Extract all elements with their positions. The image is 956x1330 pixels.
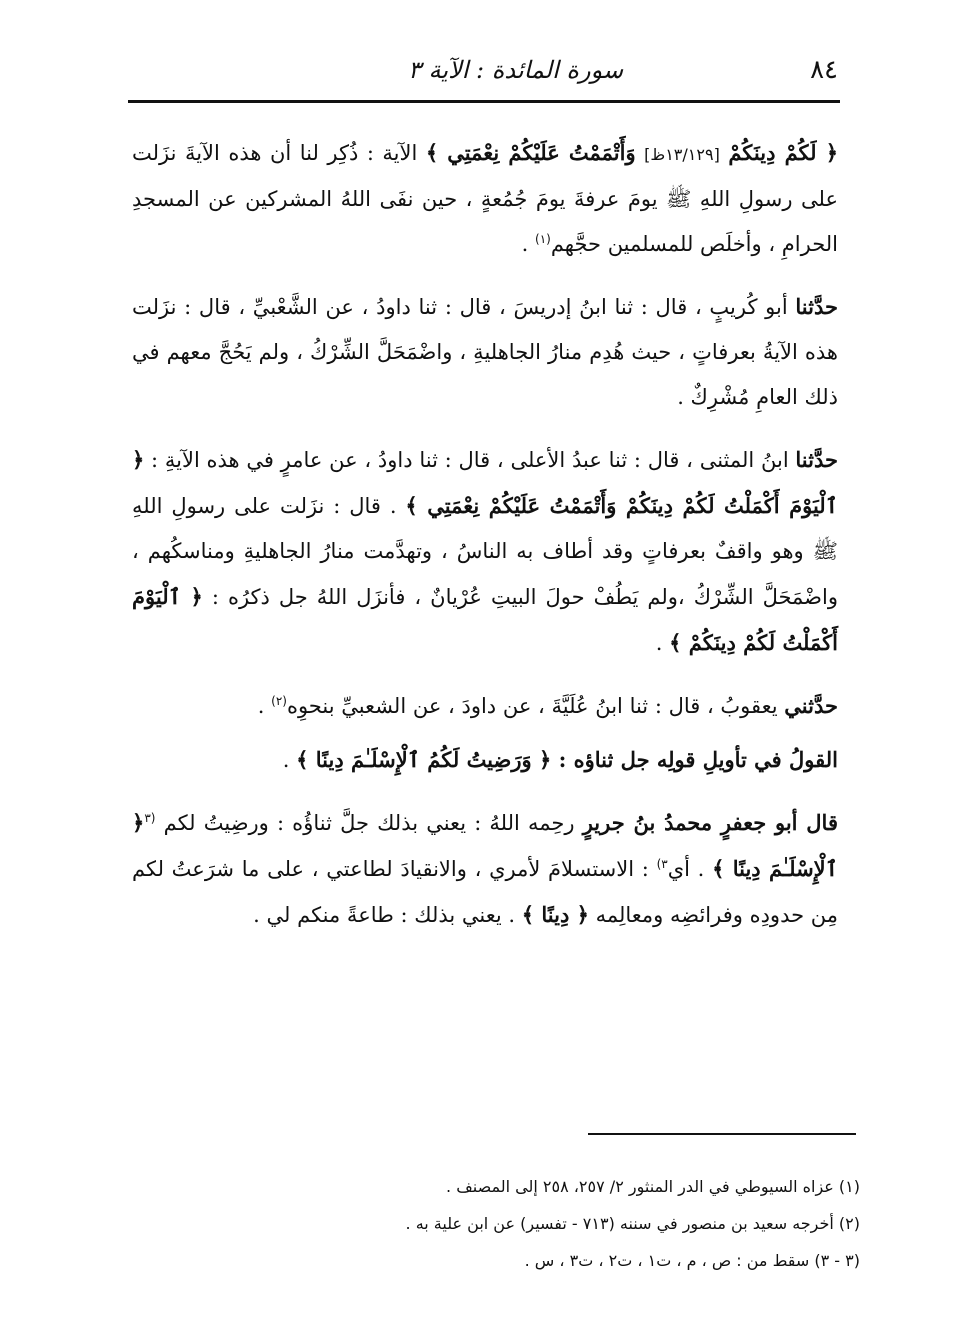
footnote-marker: (٢) [271, 694, 287, 708]
quran-quote: ﴿ ٱلْيَوْمَ أَكْمَلْتُ لَكُمْ دِينَكُمْ وَأَتْمَمْتُ عَلَيْكُمْ نِعْمَتِي ﴾ [132, 447, 838, 518]
paragraph-5 [132, 737, 838, 783]
paragraph-text: : الاستسلامَ لأمري ، والانقيادَ لطاعتي ، على ما شرَعتُ لكم مِن حدودِه وفرائضِه ومعالِمه [132, 857, 838, 927]
paragraph-text: يعقوبُ ، قال : ثنا ابنُ عُلَيَّةَ ، عن داودَ ، عن الشعبيِّ بنحوِه [286, 694, 785, 718]
paragraph-text: . قال : نزَلت على رسولِ اللهِ ﷺ وهو واقفٌ بعرفاتٍ وقد أطاف به الناسُ ، وتهدَّمت منارُ الجاهليةِ ومناسكُهم ، واضْمَحَلَّ الشِّرْكُ ،ولم يَطُفْ حولَ البيتِ عُرْيانٌ ، فأنزَل اللهُ جل ذكرُه : [132, 494, 838, 609]
quran-quote: وَأَتْمَمْتُ عَلَيْكُمْ نِعْمَتِي ﴾ [425, 140, 636, 165]
paragraph-text: الآية : ذُكِر لنا أن هذه الآيةَ نزَلت على رسولِ اللهِ ﷺ يومَ عرفةَ يومَ جُمُعةٍ ، حين نفَى اللهُ المشركين عن المسجدِ الحرامِ ، وأخلَص للمسلمين حجَّهم [132, 141, 838, 256]
footnotes [140, 1168, 860, 1279]
footnote-marker: ٣) [656, 857, 668, 871]
paragraph-end: . [655, 631, 670, 655]
footnote-rule [588, 1133, 856, 1135]
manuscript-reference: [١٣/١٢٩ظ] [644, 145, 720, 164]
quran-quote: ﴿ وَرَضِيتُ لَكُمُ ٱلْإِسْلَـٰمَ دِينًا ﴾ [296, 747, 552, 772]
header-rule [128, 100, 840, 103]
page-number: ٨٤ [810, 55, 838, 85]
paragraph-text: ابنُ المثنى ، قال : ثنا عبدُ الأعلى ، قال : ثنا داودُ ، عن عامرٍ في هذه الآيةِ : [144, 448, 796, 472]
page-header [128, 50, 838, 90]
author-lead: قال أبو جعفرٍ محمدُ بنُ جريرٍ [582, 810, 838, 835]
footnote-3: (٣ - ٣) سقط من : ص ، م ، ت١ ، ت٢ ، ت٣ ، س . [524, 1251, 860, 1270]
paragraph-2 [132, 284, 838, 420]
footnote-marker: (٣ [144, 811, 156, 825]
quran-quote: ﴿ ٱلْيَوْمَ أَكْمَلْتُ لَكُمْ دِينَكُمْ ﴾ [132, 584, 838, 655]
paragraph-1 [132, 130, 838, 267]
section-heading: القولُ في تأويلِ قولِه جل ثناؤه : [551, 747, 838, 772]
paragraph-text: . يعني بذلك : طاعةً منكم لي . [253, 903, 522, 927]
footnote-2: (٢) أخرجه سعيد بن منصور في سننه (٧١٣ - تفسير) عن ابن علية به . [405, 1214, 860, 1233]
paragraph-end: . [282, 748, 297, 772]
paragraph-3 [132, 437, 838, 666]
paragraph-text: أبو كُريبٍ ، قال : ثنا ابنُ إدريسَ ، قال : ثنا داودُ ، عن الشَّعْبيِّ ، قال : نزَلت هذه الآيةُ بعرفاتٍ ، حيث هُدِم منارُ الجاهليةِ ، واضْمَحَلَّ الشِّرْكُ ، ولم يَحُجَّ معهم في ذلك العامِ مُشْرِكٌ . [132, 295, 838, 409]
paragraph-4 [132, 683, 838, 729]
quran-quote: ﴿ ٱلْإِسْلَـٰمَ دِينًا ﴾ [132, 810, 838, 881]
narration-lead: حدَّثنا [795, 294, 838, 319]
narration-lead: حدَّثني [784, 693, 838, 718]
running-title: سورة المائدة : الآية ٣ [408, 56, 624, 84]
paragraph-text: . أي [667, 857, 713, 881]
paragraph-end: . [521, 232, 535, 256]
footnote-1: (١) عزاه السيوطي في الدر المنثور ٢/ ٢٥٧، ٢٥٨ إلى المصنف . [446, 1177, 860, 1196]
paragraph-6 [132, 800, 838, 938]
quran-quote: ﴿ دِينًا ﴾ [521, 902, 589, 927]
narration-lead: حدَّثنا [795, 447, 838, 472]
paragraph-text: رحِمه اللهُ : يعني بذلك جلَّ ثناؤُه : ورضِيتُ لكم [155, 811, 583, 835]
quran-quote: ﴿ لَكُمْ دِينَكُمْ [728, 140, 838, 165]
paragraph-end: . [257, 694, 272, 718]
main-text [132, 130, 838, 955]
footnote-marker: (١) [535, 232, 551, 246]
